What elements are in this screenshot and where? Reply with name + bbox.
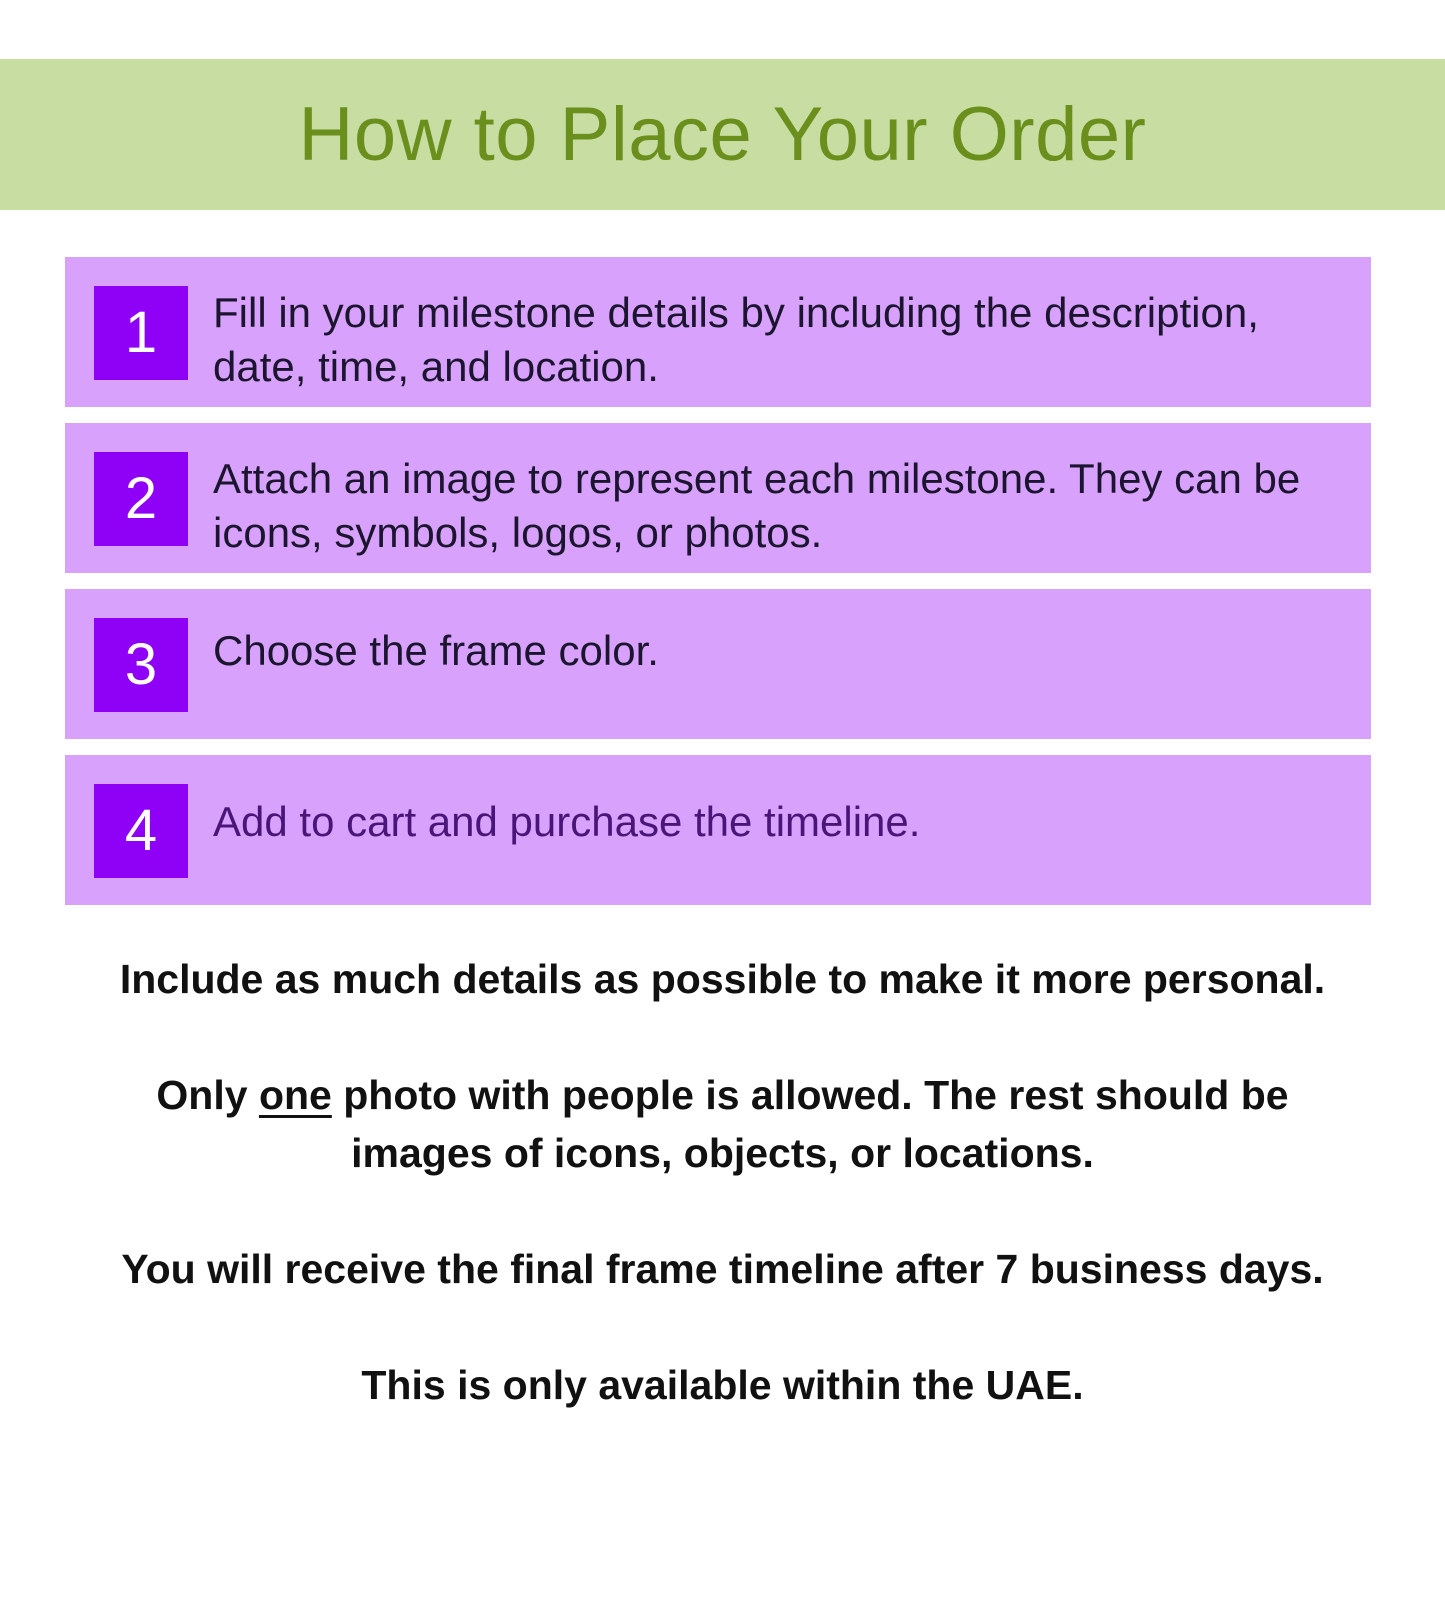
step-item-4: [65, 755, 1371, 905]
step-text: Add to cart and purchase the timeline.: [213, 798, 921, 845]
step-number-badge: 1: [94, 286, 188, 380]
step-text: Fill in your milestone details by including the description, date, time, and location.: [213, 289, 1259, 390]
note-photo-emphasis: one: [258, 1072, 332, 1118]
step-number-badge: 3: [94, 618, 188, 712]
note-details: Include as much details as possible to make it more personal.: [119, 956, 1326, 1002]
steps-list: [65, 257, 1371, 921]
step-item-2: [65, 423, 1371, 573]
step-number-badge: 4: [94, 784, 188, 878]
order-notes: [90, 950, 1355, 1472]
step-text: Choose the frame color.: [213, 627, 659, 674]
step-number-badge: 2: [94, 452, 188, 546]
note-delivery: You will receive the final frame timeline after 7 business days.: [121, 1246, 1324, 1292]
note-photo-start: Only: [156, 1072, 259, 1118]
note-region: This is only available within the UAE.: [361, 1362, 1084, 1408]
step-item-1: [65, 257, 1371, 407]
note-photo-end: photo with people is allowed. The rest should be images of icons, objects, or locations.: [331, 1072, 1289, 1176]
step-text: Attach an image to represent each milestone. They can be icons, symbols, logos, or photos.: [213, 455, 1301, 556]
step-item-3: [65, 589, 1371, 739]
page-title: How to Place Your Order: [298, 91, 1147, 177]
header-banner: [0, 59, 1445, 210]
note-photo: [90, 1066, 1355, 1182]
